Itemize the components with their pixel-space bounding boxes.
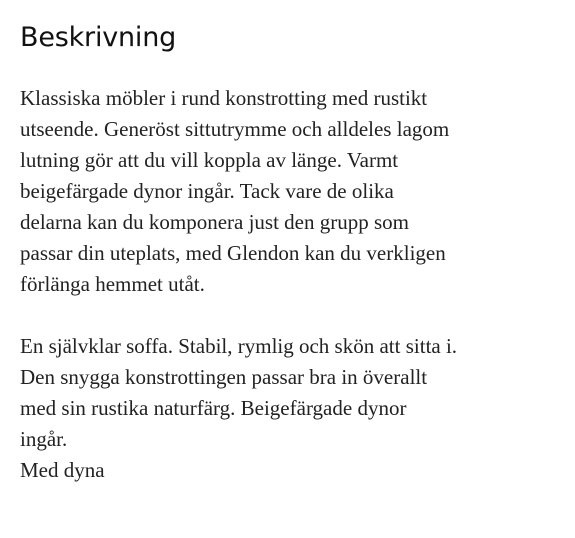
description-section [20, 20, 565, 486]
description-heading: Beskrivning [20, 22, 177, 53]
description-paragraph-1: Klassiska möbler i rund konstrotting med rustikt utseende. Generöst sittutrymme och alldeles lagom lutning gör att du vill koppla av länge. Varmt beigefärgade dynor ingår. Tack vare de olika delarna kan du komponera just den grupp som passar din uteplats, med Glendon kan du verkligen förlänga hemmet utåt. [20, 86, 450, 296]
description-paragraph-2: En självklar soffa. Stabil, rymlig och skön att sitta i. Den snygga konstrottingen passar bra in överallt med sin rustika naturfärg. Beigefärgade dynor ingår. Med dyna [20, 334, 458, 482]
